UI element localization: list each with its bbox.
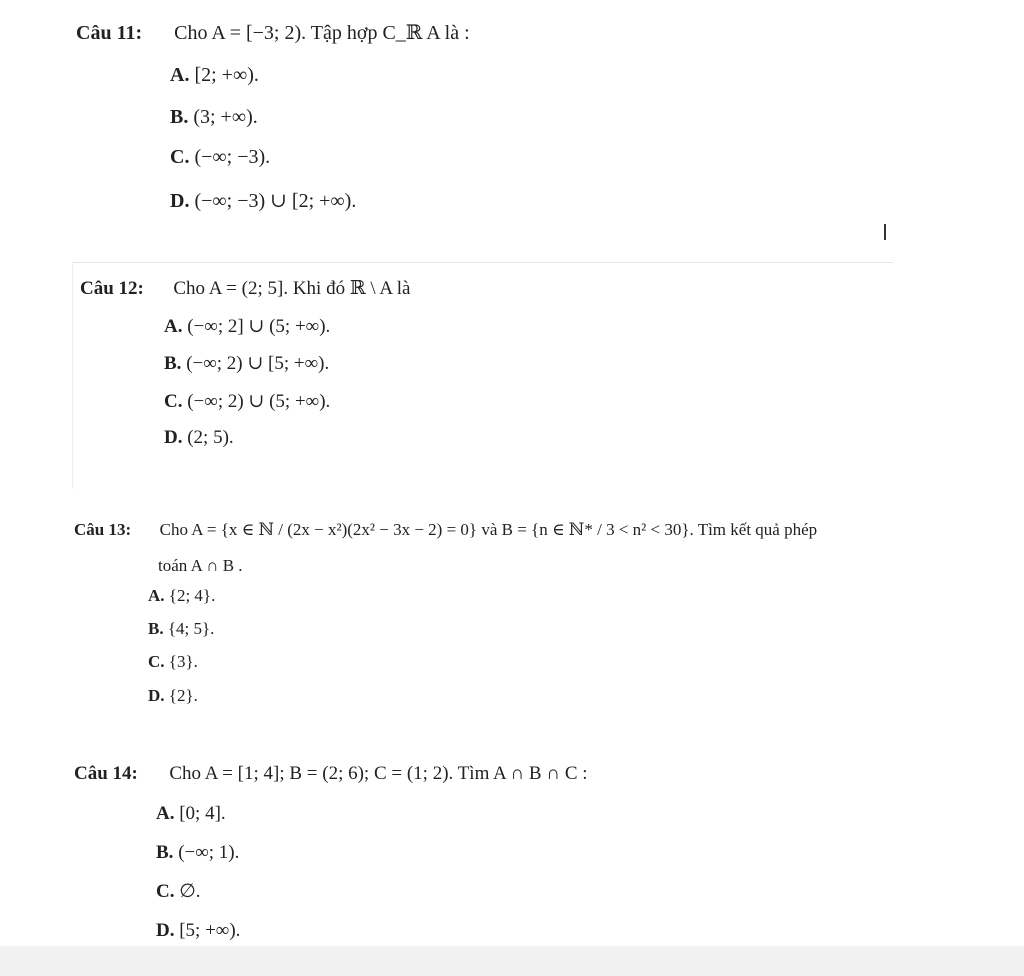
question-label: Câu 13: xyxy=(74,520,132,539)
option-a[interactable]: A. [2; +∞). xyxy=(170,64,259,86)
question-stem: Cho A = [1; 4]; B = (2; 6); C = (1; 2). Tìm A ∩ B ∩ C : xyxy=(169,763,588,784)
bottom-bar xyxy=(0,946,1024,976)
option-c[interactable]: C. (−∞; −3). xyxy=(170,146,271,168)
option-d[interactable]: D. (2; 5). xyxy=(164,427,234,448)
question-11-header xyxy=(76,20,470,45)
question-label: Câu 11: xyxy=(76,22,143,44)
text-cursor xyxy=(884,224,886,240)
option-d[interactable]: D. [5; +∞). xyxy=(156,920,241,941)
question-14-header xyxy=(74,763,588,785)
question-13-header xyxy=(74,520,817,540)
question-12-header xyxy=(80,277,410,300)
option-c[interactable]: C. {3}. xyxy=(148,652,198,671)
question-stem: Cho A = (2; 5]. Khi đó ℝ \ A là xyxy=(173,278,411,299)
option-a[interactable]: A. (−∞; 2] ∪ (5; +∞). xyxy=(164,316,331,337)
option-d[interactable]: D. (−∞; −3) ∪ [2; +∞). xyxy=(170,190,357,212)
option-c[interactable]: C. (−∞; 2) ∪ (5; +∞). xyxy=(164,391,331,412)
option-a[interactable]: A. {2; 4}. xyxy=(148,586,216,605)
option-b[interactable]: B. (3; +∞). xyxy=(170,106,258,128)
option-c[interactable]: C. ∅. xyxy=(156,881,201,902)
option-b[interactable]: B. {4; 5}. xyxy=(148,619,215,638)
option-b[interactable]: B. (−∞; 1). xyxy=(156,842,240,863)
question-stem: Cho A = {x ∈ ℕ / (2x − x²)(2x² − 3x − 2) = 0} và B = {n ∈ ℕ* / 3 < n² < 30}. Tìm kết quả phép xyxy=(159,520,818,539)
option-d[interactable]: D. {2}. xyxy=(148,686,198,705)
question-label: Câu 14: xyxy=(74,763,138,784)
option-a[interactable]: A. [0; 4]. xyxy=(156,803,226,824)
question-stem: Cho A = [−3; 2). Tập hợp C_ℝ A là : xyxy=(174,22,470,44)
question-13-stem-continued: toán A ∩ B . xyxy=(158,556,243,575)
question-label: Câu 12: xyxy=(80,278,144,299)
option-b[interactable]: B. (−∞; 2) ∪ [5; +∞). xyxy=(164,353,330,374)
